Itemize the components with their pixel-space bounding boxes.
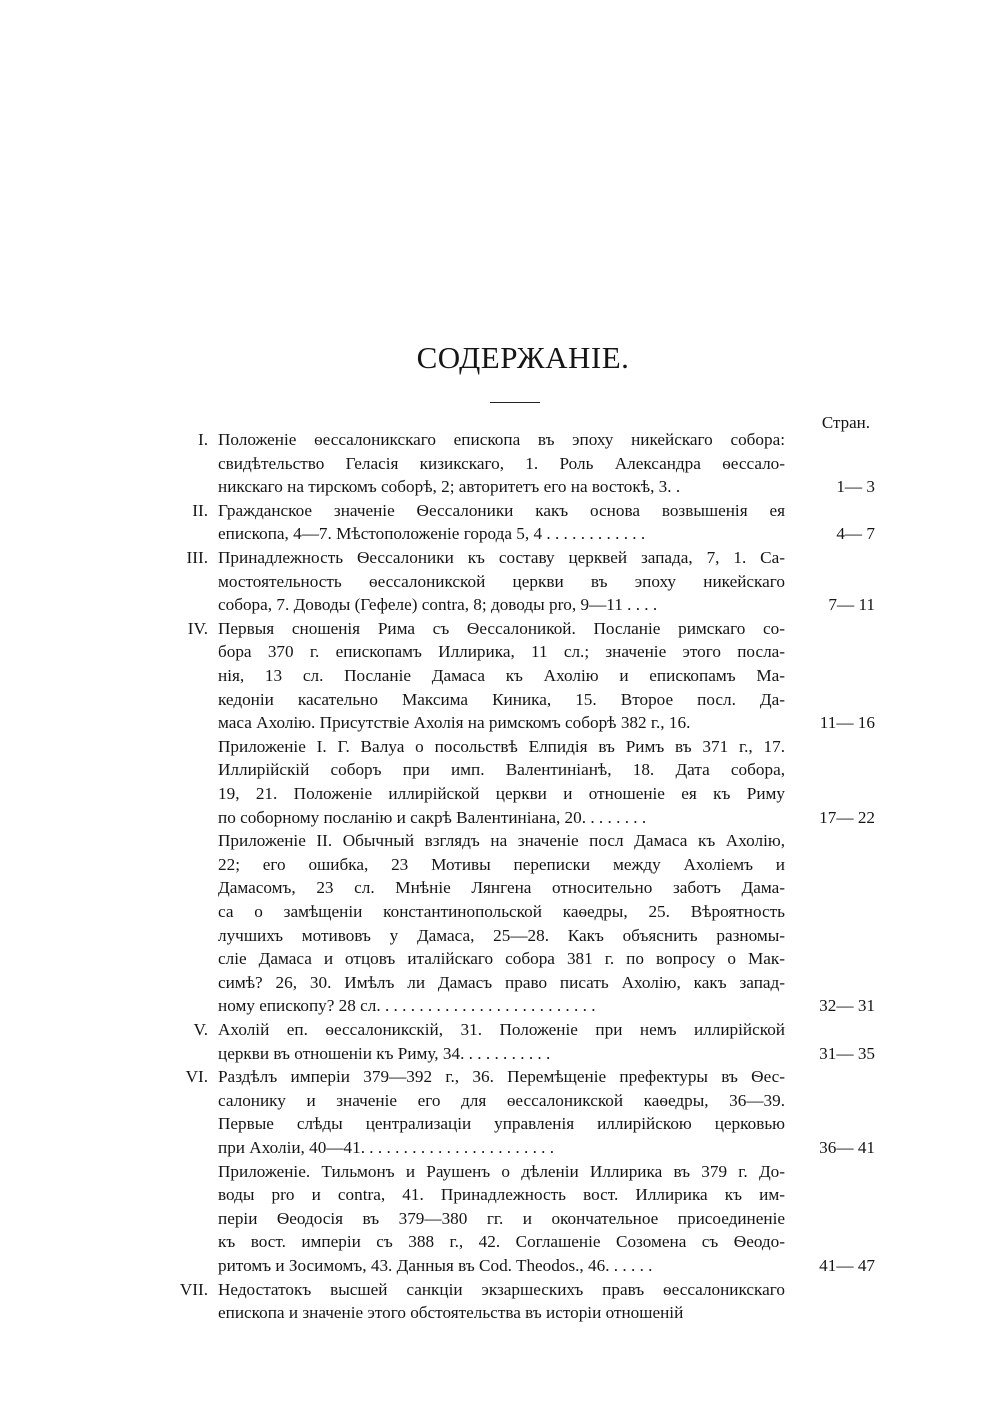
entry-text-line: епископа и значеніе этого обстоятельства въ исторіи отношеній — [218, 1303, 684, 1323]
entry-text-line: Ахолій еп. ѳессалоникскій, 31. Положеніе при немъ иллирійской — [218, 1020, 785, 1039]
entry-text-line: Приложеніе I. Г. Валуа о посольствѣ Елпидія въ Римъ въ 371 г., 17. — [218, 736, 785, 756]
entry-number: VI. — [185, 1067, 208, 1087]
entry-text-line: ритомъ и Зосимомъ, 43. Данныя въ Cod. Theodos., 46. . . . . . — [218, 1256, 653, 1275]
entry-page-range: 31— 35 — [819, 1043, 875, 1063]
entry-text-line: собора, 7. Доводы (Гефеле) contra, 8; доводы pro, 9—11 . . . . — [218, 595, 658, 615]
entry-text-line: мостоятельность ѳессалоникской церкви въ эпоху никейскаго — [218, 571, 785, 591]
entry-text-line: 22; его ошибка, 23 Мотивы переписки между Ахоліемъ и — [218, 854, 785, 874]
entry-text-line: Дамасомъ, 23 сл. Мнѣніе Лянгена относительно заботъ Дама- — [218, 878, 785, 898]
entry-page-range: 11— 16 — [819, 713, 875, 733]
entry-text-line: са о замѣщеніи константинопольской каѳедры, 25. Вѣроятность — [218, 902, 785, 921]
entry-page-range: 32— 31 — [819, 996, 875, 1016]
entry-text-line: Первые слѣды централизаціи управленія иллирійскою церковью — [218, 1114, 785, 1134]
entry-number: IV. — [187, 618, 208, 638]
entry-text-line: никскаго на тирскомъ соборѣ, 2; авторитетъ его на востокѣ, 3. . — [218, 477, 681, 497]
entry-text-line: лучшихъ мотивовъ у Дамаса, 25—28. Какъ объяснить разномы- — [218, 925, 785, 945]
entry-page-range: 1— 3 — [836, 477, 875, 497]
entry-number: I. — [197, 430, 208, 449]
entry-text-line: Положеніе ѳессалоникскаго епископа въ эпоху никейскаго собора: — [218, 430, 785, 449]
entry-number: V. — [193, 1020, 208, 1039]
entry-text-line: 19, 21. Положеніе иллирійской церкви и отношеніе ея къ Риму — [218, 784, 785, 803]
entry-page-range: 36— 41 — [819, 1138, 875, 1157]
entry-text-line: маса Ахолію. Присутствіе Ахолія на римскомъ соборѣ 382 г., 16. — [218, 713, 691, 733]
entry-text-line: періи Ѳеодосія въ 379—380 гг. и окончательное присоединеніе — [218, 1208, 785, 1228]
entry-number: II. — [192, 500, 208, 520]
entry-text-line: симѣ? 26, 30. Имѣлъ ли Дамасъ право писать Ахолію, какъ запад- — [218, 972, 785, 992]
pages-column-header: Стран. — [821, 413, 870, 432]
entry-text-line: бора 370 г. епископамъ Иллирика, 11 сл.; значеніе этого посла- — [218, 642, 785, 662]
entry-text-line: Раздѣлъ имперіи 379—392 г., 36. Перемѣщеніе префектуры въ Ѳес- — [218, 1067, 785, 1087]
entry-number: VII. — [179, 1279, 208, 1299]
page-title: СОДЕРЖАНІЕ. — [416, 340, 630, 375]
entry-text-line: сліе Дамаса и отцовъ италійскаго собора 381 г. по вопросу о Мак- — [218, 949, 785, 969]
entry-text-line: Принадлежность Ѳессалоники къ составу церквей запада, 7, 1. Са- — [218, 548, 785, 567]
entry-text-line: Иллирійскій соборъ при имп. Валентиніанѣ, 18. Дата собора, — [218, 760, 785, 780]
entry-text-line: Недостатокъ высшей санкціи экзаршескихъ правъ ѳессалоникскаго — [218, 1279, 785, 1299]
entry-text-line: по соборному посланію и сакрѣ Валентиніана, 20. . . . . . . . — [218, 807, 647, 827]
entry-text-line: епископа, 4—7. Мѣстоположеніе города 5, 4 . . . . . . . . . . . . — [218, 524, 646, 544]
entry-text-line: церкви въ отношеніи къ Риму, 34. . . . . . . . . . . — [218, 1043, 551, 1063]
entry-page-range: 17— 22 — [819, 807, 875, 827]
entry-text-line: къ вост. имперіи съ 388 г., 42. Соглашеніе Созомена съ Ѳеодо- — [218, 1232, 785, 1252]
entry-text-line: ному епископу? 28 сл. . . . . . . . . . . . . . . . . . . . . . . . . . — [218, 996, 596, 1016]
entry-page-range: 7— 11 — [828, 595, 875, 615]
title-divider — [490, 402, 540, 403]
entry-text-line: воды pro и contra, 41. Принадлежность вост. Иллирика къ им- — [218, 1185, 785, 1205]
entry-text-line: салонику и значеніе его для ѳессалоникской каѳедры, 36—39. — [218, 1090, 785, 1110]
entry-page-range: 4— 7 — [836, 524, 875, 544]
entry-text-line: нія, 13 сл. Посланіе Дамаса къ Ахолію и епископамъ Ма- — [218, 666, 785, 685]
entry-text-line: при Ахоліи, 40—41. . . . . . . . . . . . . . . . . . . . . . . — [218, 1138, 555, 1157]
entry-text-line: кедоніи касательно Максима Киника, 15. Второе посл. Да- — [218, 689, 785, 709]
entry-text-line: свидѣтельство Геласія кизикскаго, 1. Роль Александра ѳессало- — [218, 453, 785, 473]
entry-text-line: Приложеніе. Тильмонъ и Раушенъ о дѣленіи Иллирика въ 379 г. До- — [218, 1161, 785, 1181]
entry-page-range: 41— 47 — [819, 1256, 875, 1275]
entry-text-line: Гражданское значеніе Ѳессалоники какъ основа возвышенія ея — [218, 500, 785, 520]
entry-text-line: Первыя сношенія Рима съ Ѳессалоникой. Посланіе римскаго со- — [218, 618, 785, 638]
entry-number: III. — [186, 548, 208, 567]
entry-text-line: Приложеніе II. Обычный взглядъ на значеніе посл Дамаса къ Ахолію, — [218, 831, 785, 851]
